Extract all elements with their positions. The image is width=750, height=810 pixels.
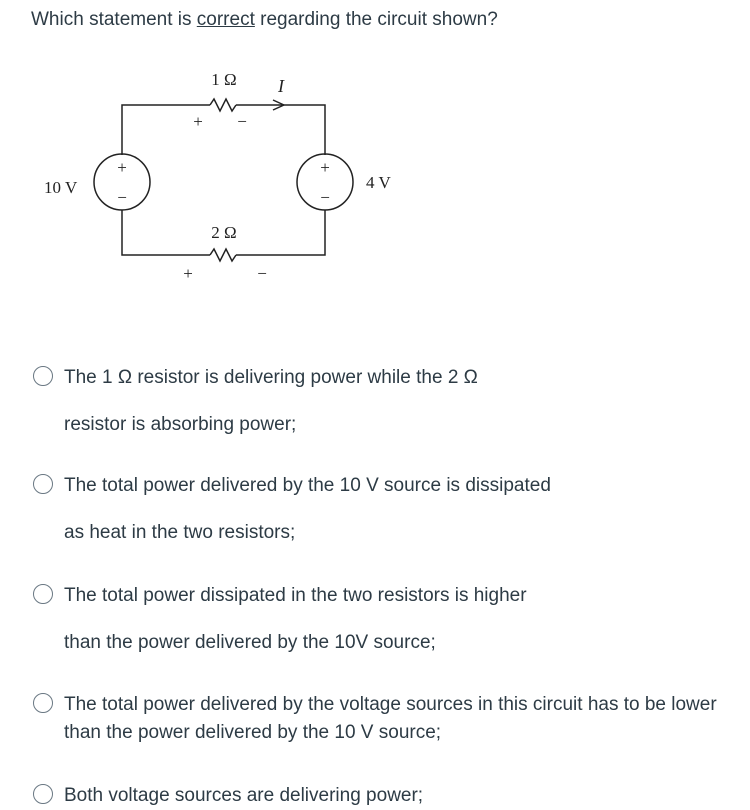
source-4v-plus: + xyxy=(320,158,330,177)
question-prefix: Which statement is xyxy=(31,9,197,30)
answer-option-1-line2: resistor is absorbing power; xyxy=(64,414,297,435)
answer-option-2-line2: as heat in the two resistors; xyxy=(64,522,296,543)
source-left-label: 10 V xyxy=(44,178,78,197)
circuit-diagram xyxy=(30,60,410,300)
answer-option-3-radio[interactable] xyxy=(33,584,53,604)
answer-option-4-line1: The total power delivered by the voltage sources in this circuit has to be lower xyxy=(64,694,717,715)
answer-option-2-radio[interactable] xyxy=(33,474,53,494)
answer-option-4-line2: than the power delivered by the 10 V source; xyxy=(64,722,442,743)
answer-option-1-line1: The 1 Ω resistor is delivering power while the 2 Ω xyxy=(64,367,478,388)
r2-plus: + xyxy=(183,264,193,283)
r2-minus: − xyxy=(257,264,267,283)
answer-option-3[interactable] xyxy=(33,582,527,656)
answer-option-3-line1: The total power dissipated in the two resistors is higher xyxy=(64,585,527,606)
answer-option-5[interactable] xyxy=(33,782,423,809)
resistor-1-icon xyxy=(210,99,236,111)
source-4v-minus: − xyxy=(320,188,330,207)
question-emphasis: correct xyxy=(196,9,255,30)
answer-option-2[interactable] xyxy=(33,472,551,546)
r1-plus: + xyxy=(193,112,203,131)
answer-option-4[interactable] xyxy=(33,691,717,746)
source-10v-plus: + xyxy=(117,158,127,177)
top-wire-right xyxy=(236,105,325,155)
r1-minus: − xyxy=(237,112,247,131)
bottom-wire-left xyxy=(122,210,210,255)
source-right-label: 4 V xyxy=(366,173,391,192)
resistor-2-icon xyxy=(210,249,236,261)
r1-label: 1 Ω xyxy=(211,70,237,89)
answer-option-5-line1: Both voltage sources are delivering power; xyxy=(64,785,424,806)
source-10v-minus: − xyxy=(117,188,127,207)
question-text xyxy=(31,9,498,31)
answer-option-4-radio[interactable] xyxy=(33,693,53,713)
answer-option-5-radio[interactable] xyxy=(33,784,53,804)
answer-option-2-line1: The total power delivered by the 10 V source is dissipated xyxy=(64,475,551,496)
question-suffix: regarding the circuit shown? xyxy=(254,9,498,30)
answer-option-1-radio[interactable] xyxy=(33,366,53,386)
r2-label: 2 Ω xyxy=(211,223,237,242)
bottom-wire-right xyxy=(236,210,325,255)
answer-option-1[interactable] xyxy=(33,364,478,438)
current-label: I xyxy=(278,76,284,96)
answer-option-3-line2: than the power delivered by the 10V source; xyxy=(64,632,436,653)
